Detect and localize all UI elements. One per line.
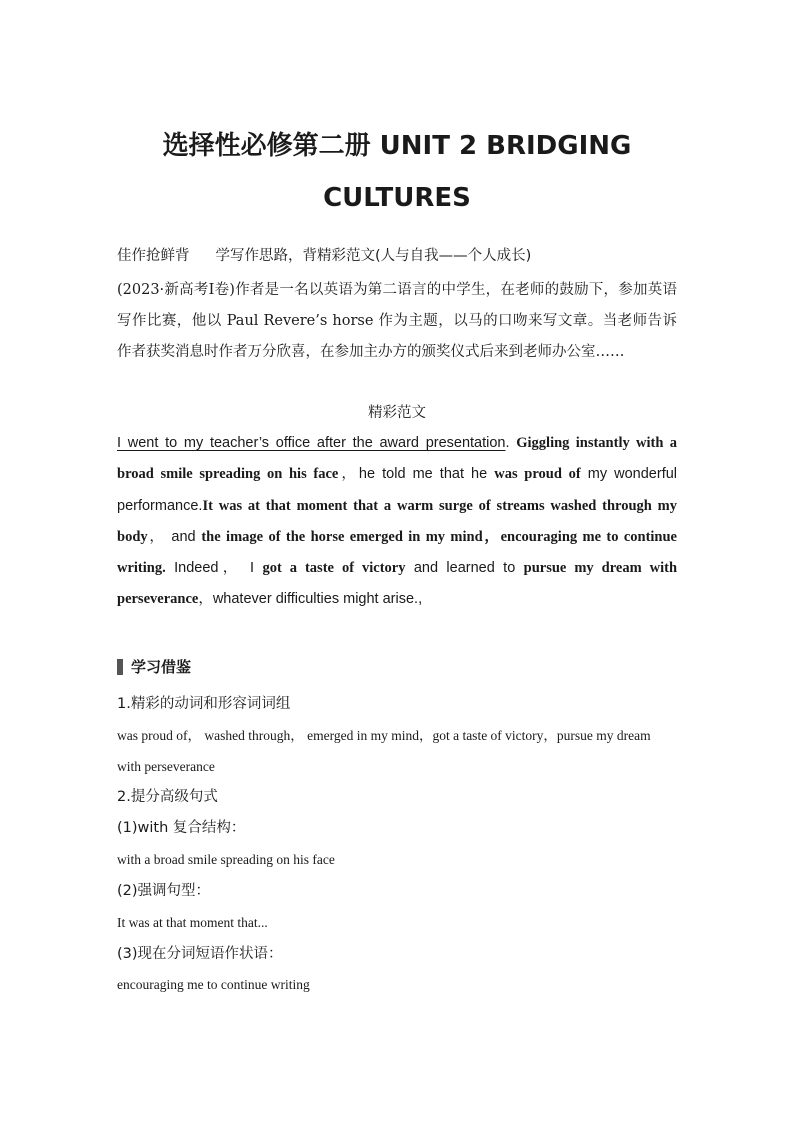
essay-text: ， and (147, 528, 202, 545)
section-marker-icon (117, 659, 123, 675)
point-2-heading: 2.提分高级句式 (117, 789, 218, 805)
essay-text: my wonderful performance. (117, 466, 678, 514)
essay-text: . (505, 435, 517, 451)
essay-highlight: It was at that moment that a warm surge of streams washed through my body (117, 497, 677, 545)
essay-highlight: Giggling instantly with a broad smile spreading on his face (117, 435, 677, 483)
essay-heading: 精彩范文 (368, 405, 426, 421)
essay-text: and learned to (405, 560, 524, 577)
point-2b-heading: (2)强调句型： (117, 883, 211, 899)
title-line-1: 选择性必修第二册 UNIT 2 BRIDGING (162, 131, 632, 161)
intro-label: 佳作抢鲜背 (117, 248, 190, 264)
essay-highlight: the image of the horse emerged in my mind，encouraging me to continue writing. (117, 528, 677, 577)
learn-section-heading (117, 656, 677, 677)
point-2c-body: encouraging me to continue writing (117, 977, 310, 992)
point-1-heading: 1.精彩的动词和形容词词组 (117, 696, 291, 712)
essay-highlight: pursue my dream with perseverance (117, 560, 678, 608)
title-line-2: CULTURES (323, 183, 471, 213)
point-1-body: was proud of， washed through， emerged in my mind，got a taste of victory，pursue my dream with perseverance (117, 728, 651, 774)
point-2a-heading: (1)with 复合结构： (117, 820, 246, 836)
essay-first-sentence: I went to my teacher’s office after the award presentation (117, 435, 506, 451)
essay-highlight: was proud of (494, 466, 581, 483)
intro-heading (117, 243, 677, 269)
essay-text: Indeed， I (165, 560, 263, 577)
learn-heading-text: 学习借鉴 (131, 658, 192, 676)
essay-highlight: got a taste of victory (262, 560, 406, 577)
point-2b-body: It was at that moment that... (117, 915, 268, 930)
page-title (100, 120, 694, 224)
essay-text: ，he told me that he (338, 466, 495, 483)
essay-text: ，whatever difficulties might arise., (198, 591, 423, 608)
point-2a-body: with a broad smile spreading on his face (117, 852, 335, 867)
point-2c-heading: (3)现在分词短语作状语： (117, 946, 283, 962)
intro-text: (2023·新高考Ⅰ卷)作者是一名以英语为第二语言的中学生，在老师的鼓励下，参加英语写作比赛，他以 Paul Revere’s horse 作为主题，以马的口吻来写文章。当老师告诉作者获奖消息时作者万分欣喜，在参加主办方的颁奖仪式后来到老师办公室…… (117, 282, 677, 360)
intro-subtitle: 学写作思路，背精彩范文(人与自我——个人成长) (215, 248, 532, 264)
model-essay (117, 428, 677, 616)
